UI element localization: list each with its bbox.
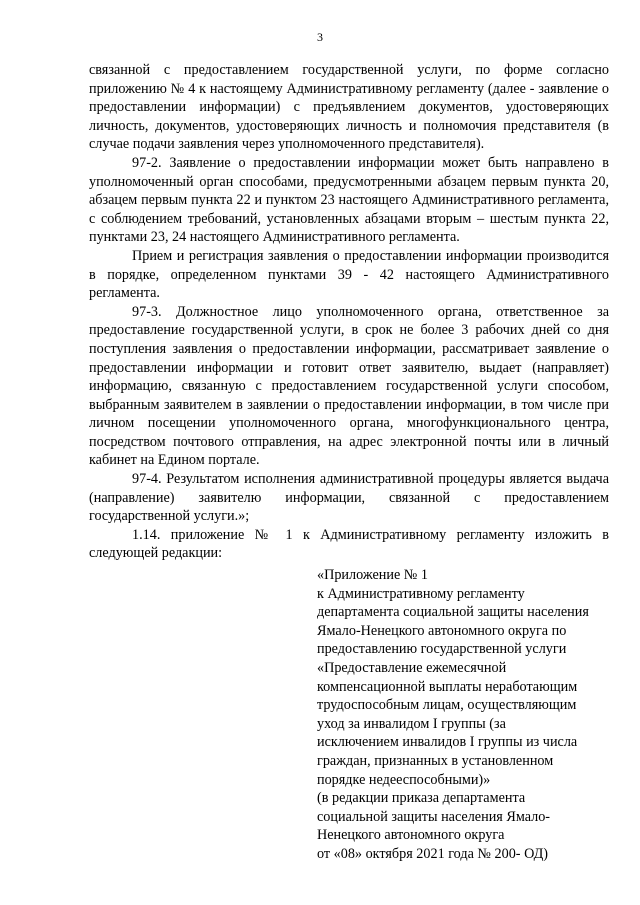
appendix-line: граждан, признанных в установленном (317, 752, 554, 769)
paragraph-1-14: 1.14. приложение № 1 к Административному регламенту изложить в следующей редакции: (89, 526, 609, 562)
paragraph-97-3: 97-3. Должностное лицо уполномоченного органа, ответственное за предоставление государственной услуги, в срок не более 3 рабочих дней со дня поступления заявления о предоставлении информации, рассматривает заявление о предоставлении информации и готовит ответ заявителю, выдает (направляет) информацию, связанную с предоставлением государственной услуги способом, выбранным заявителем в заявлении о предоставлении информации, в том числе при личном посещении уполномоченного органа, многофункционального центра, посредством почтового отправления, на адрес электронной почты или в личный кабинет на Едином портале. (89, 303, 609, 469)
appendix-line: «Приложение № 1 (317, 567, 428, 583)
appendix-line: Ямало-Ненецкого автономного округа по (317, 622, 567, 639)
paragraph-continuation: связанной с предоставлением государственной услуги, по форме согласно приложению № 4 к настоящему Административному регламенту (далее - заявление о предоставлении информации) с предъявлением документов, удостоверяющих личность, документов, удостоверяющих личность и полномочия представителя (в случае подачи заявления через уполномоченного представителя). (89, 62, 609, 153)
paragraph-97-2: 97-2. Заявление о предоставлении информации может быть направлено в уполномоченный орган способами, предусмотренными абзацем первым пункта 20, абзацем первым пункта 22 и пунктом 23 настоящего Административного регламента, с соблюдением требований, установленных абзацами вторым – шестым пункта 22, пунктами 23, 24 настоящего Административного регламента. (89, 154, 609, 246)
appendix-line: трудоспособным лицам, осуществляющим (317, 697, 577, 714)
appendix-line: порядке недееспособными)» (317, 771, 491, 788)
page-number: 3 (317, 30, 323, 44)
paragraph-reception-registration: Прием и регистрация заявления о предоставлении информации производится в порядке, определенном пунктами 39 - 42 настоящего Административного регламента. (89, 247, 609, 302)
appendix-line: «Предоставление ежемесячной (317, 659, 507, 676)
appendix-line: предоставлению государственной услуги (317, 641, 567, 658)
appendix-line: департамента социальной защиты населения (317, 604, 589, 621)
appendix-line: (в редакции приказа департамента (317, 790, 526, 807)
appendix-line: Ненецкого автономного округа (317, 827, 505, 844)
appendix-line: компенсационной выплаты неработающим (317, 678, 578, 695)
paragraph-97-4: 97-4. Результатом исполнения административной процедуры является выдача (направление) заявителю информации, связанной с предоставлением государственной услуги.»; (89, 471, 609, 525)
appendix-line: к Административному регламенту (317, 585, 525, 602)
appendix-line: исключением инвалидов I группы из числа (317, 734, 578, 751)
appendix-line: уход за инвалидом I группы (за (317, 715, 506, 732)
body-text (89, 61, 609, 563)
appendix-line: от «08» октября 2021 года № 200- ОД) (317, 845, 549, 862)
appendix-line: социальной защиты населения Ямало- (317, 808, 551, 825)
appendix-header-block (317, 566, 617, 864)
